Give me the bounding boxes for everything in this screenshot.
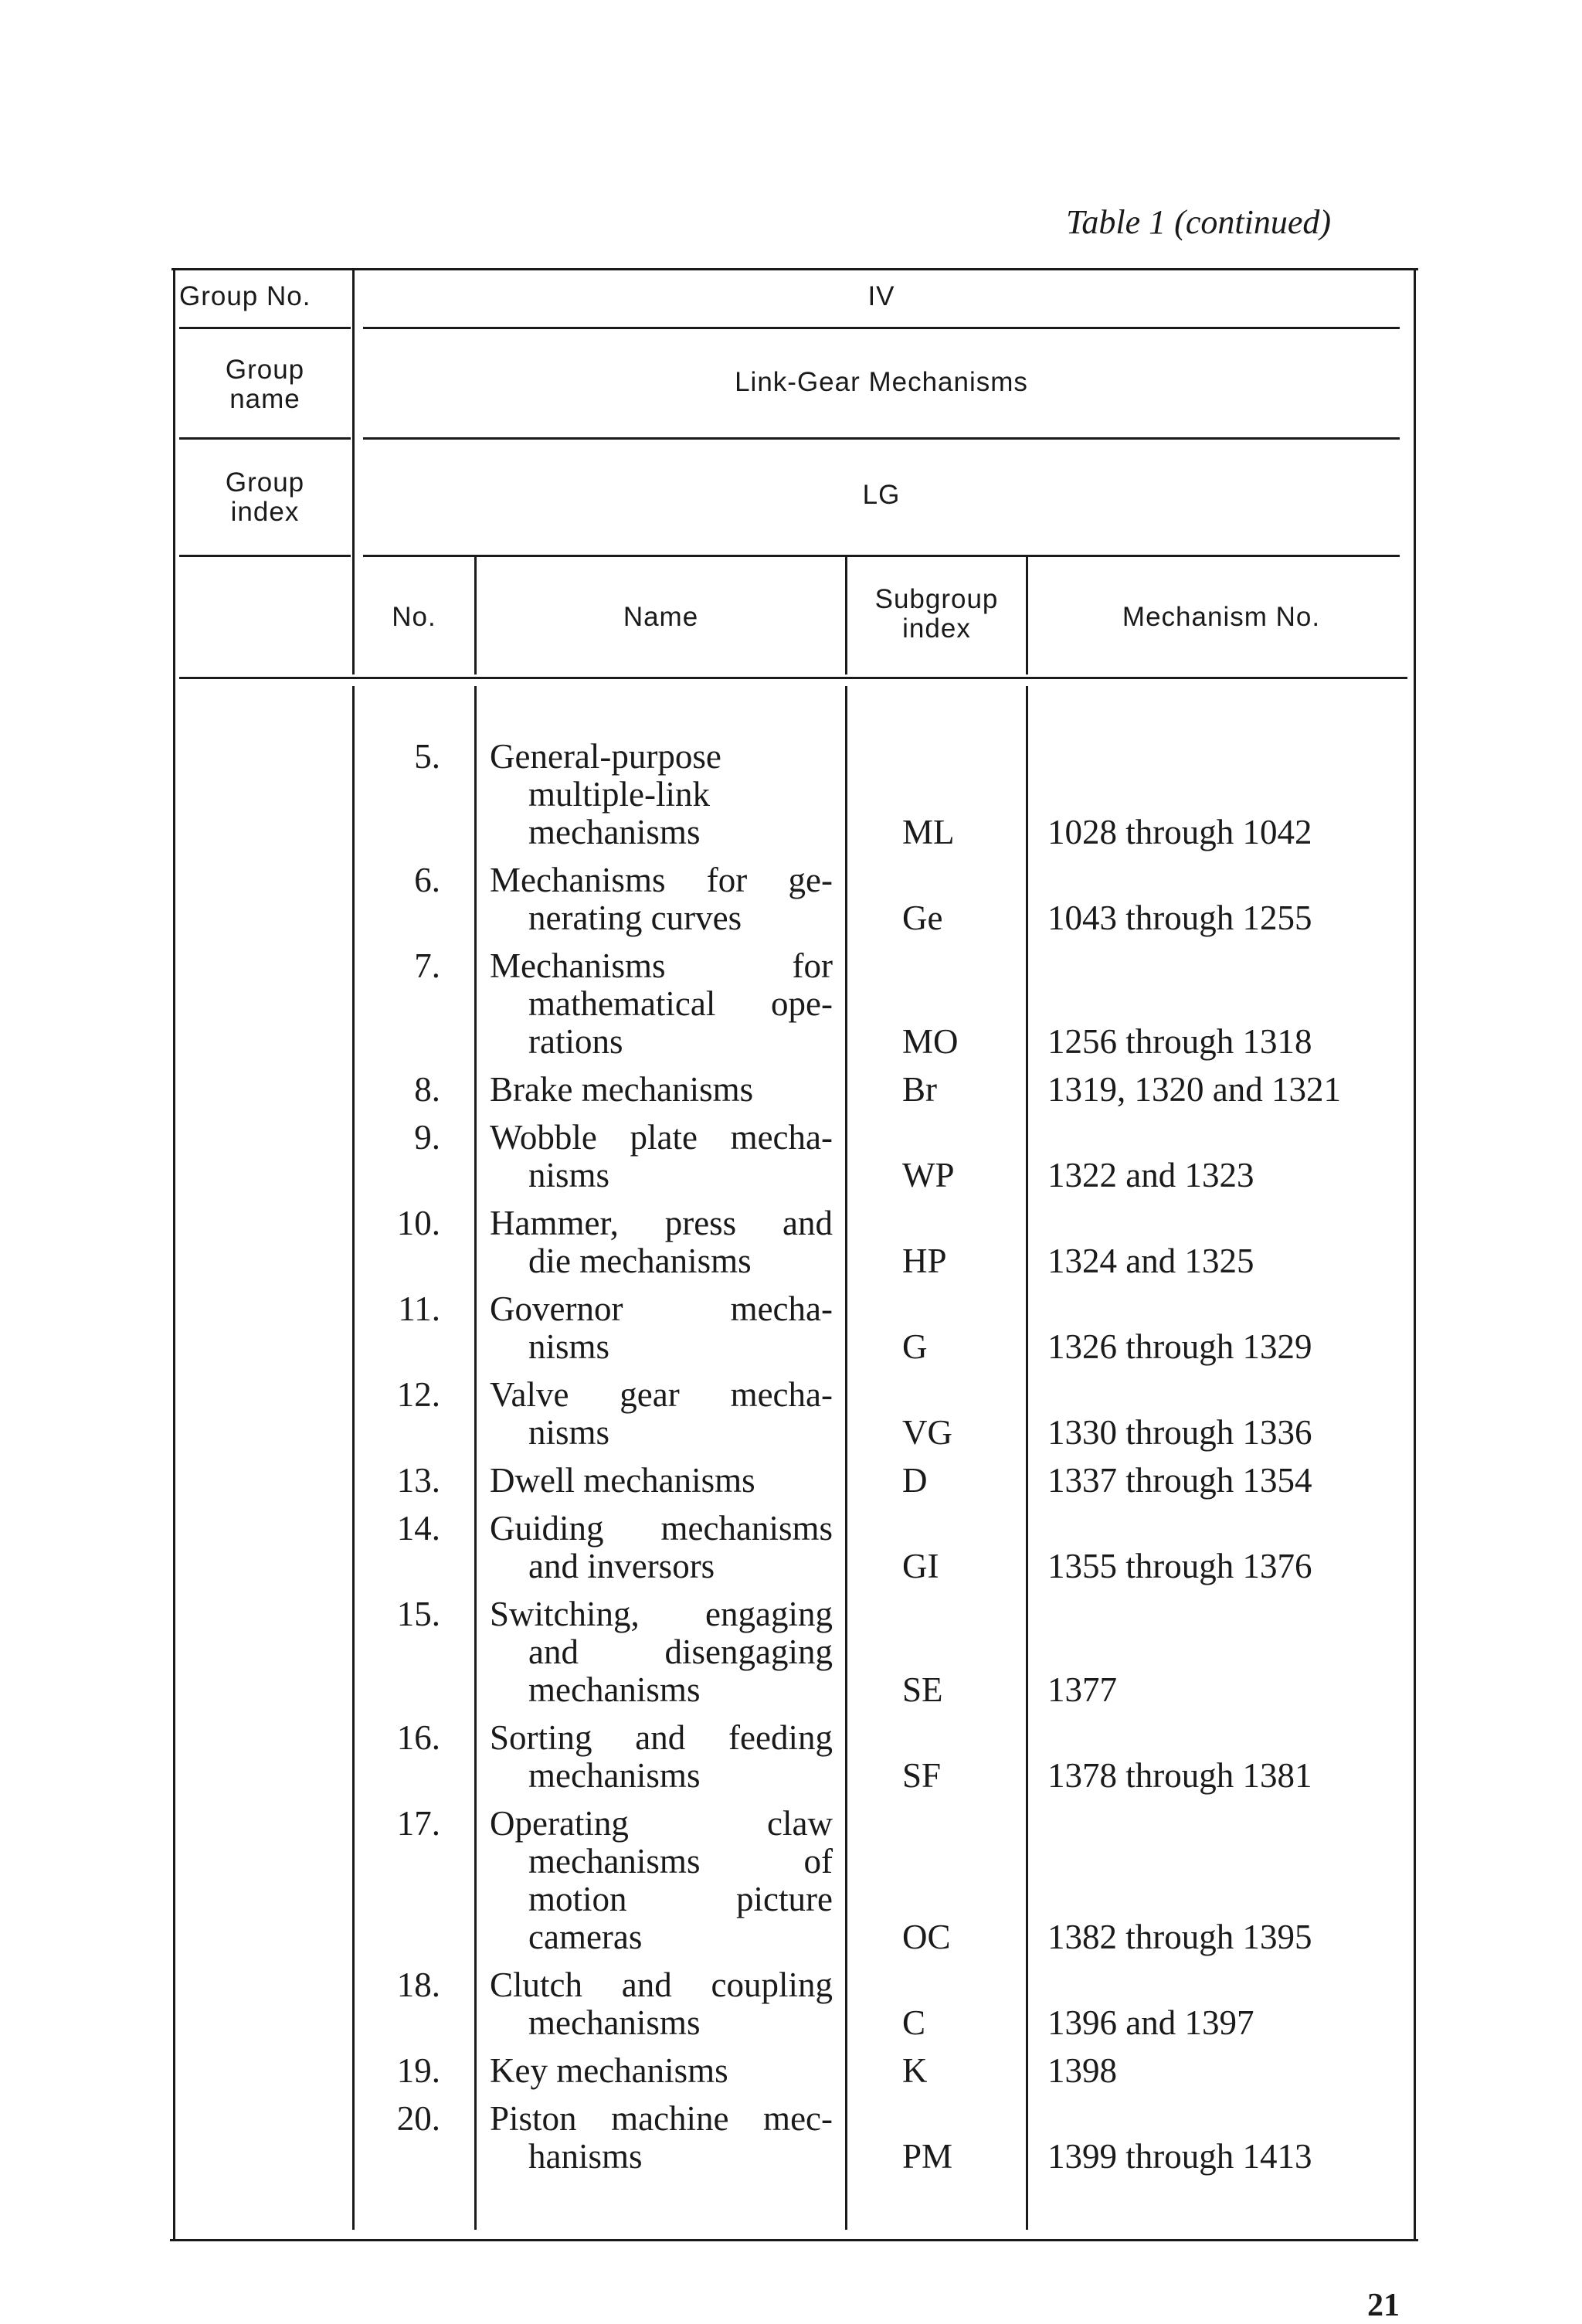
row-name-line: rations xyxy=(528,1022,623,1061)
row-name-line: Mechanisms for ge- xyxy=(490,861,833,899)
table-row xyxy=(0,2100,1582,2176)
table-row xyxy=(0,738,1582,851)
rule xyxy=(170,2239,1418,2241)
row-name-line: General-purpose xyxy=(490,737,721,776)
row-number: 17. xyxy=(396,1804,440,1843)
table-row xyxy=(0,1510,1582,1585)
rule xyxy=(179,677,1407,679)
row-name xyxy=(490,1595,833,1709)
table-row xyxy=(0,1290,1582,1366)
row-mechanism-numbers: 1378 through 1381 xyxy=(1047,1756,1312,1795)
row-subgroup-index: GI xyxy=(902,1547,939,1585)
group-name-value: Link-Gear Mechanisms xyxy=(735,367,1028,397)
row-name xyxy=(490,1119,833,1194)
row-subgroup-index: OC xyxy=(902,1918,951,1956)
column-header-mechanism: Mechanism No. xyxy=(1122,602,1321,632)
row-subgroup-index: G xyxy=(902,1327,928,1366)
row-name xyxy=(490,1204,833,1280)
row-mechanism-numbers: 1330 through 1336 xyxy=(1047,1413,1312,1452)
row-name-line: mathematical ope- xyxy=(528,984,833,1023)
group-index-label: Group index xyxy=(225,467,305,527)
row-name-line: Hammer, press and xyxy=(490,1204,833,1242)
row-number: 7. xyxy=(414,946,440,985)
table-row xyxy=(0,1966,1582,2042)
table-row xyxy=(0,1204,1582,1280)
rule xyxy=(179,437,351,440)
table-row xyxy=(0,1376,1582,1452)
table-row xyxy=(0,1595,1582,1709)
row-name-line: mechanisms xyxy=(528,813,701,851)
row-name-line: Governor mecha- xyxy=(490,1289,833,1328)
row-name-line: nisms xyxy=(528,1327,610,1366)
row-name xyxy=(490,738,833,851)
row-name xyxy=(490,861,833,937)
row-mechanism-numbers: 1396 and 1397 xyxy=(1047,2003,1254,2042)
row-mechanism-numbers: 1326 through 1329 xyxy=(1047,1327,1312,1366)
row-name xyxy=(490,1805,833,1956)
row-number: 15. xyxy=(396,1595,440,1633)
row-name xyxy=(490,1462,833,1500)
row-name-line: mechanisms of xyxy=(528,1842,833,1881)
row-mechanism-numbers: 1324 and 1325 xyxy=(1047,1242,1254,1280)
row-name-line: Switching, engaging xyxy=(490,1595,833,1633)
row-number: 9. xyxy=(414,1118,440,1157)
row-subgroup-index: ML xyxy=(902,813,955,851)
row-number: 8. xyxy=(414,1070,440,1109)
group-no-value: IV xyxy=(867,281,895,311)
table-row xyxy=(0,1071,1582,1109)
rule xyxy=(171,268,1418,270)
column-header-subgroup: Subgroup index xyxy=(874,584,999,644)
row-subgroup-index: PM xyxy=(902,2137,953,2176)
row-subgroup-index: VG xyxy=(902,1413,952,1452)
row-name-line: nisms xyxy=(528,1413,610,1452)
rule xyxy=(179,327,351,329)
row-name-line: nerating curves xyxy=(528,899,742,937)
row-name-line: motion picture xyxy=(528,1880,833,1918)
rule xyxy=(363,555,1400,557)
group-index-value: LG xyxy=(862,480,901,510)
row-subgroup-index: C xyxy=(902,2003,926,2042)
row-number: 19. xyxy=(396,2051,440,2090)
row-name-line: Operating claw xyxy=(490,1804,833,1843)
row-number: 16. xyxy=(396,1718,440,1757)
row-mechanism-numbers: 1322 and 1323 xyxy=(1047,1156,1254,1194)
row-name-line: die mechanisms xyxy=(528,1242,752,1280)
table-caption: Table 1 (continued) xyxy=(1066,203,1331,241)
row-subgroup-index: Ge xyxy=(902,899,943,937)
row-name xyxy=(490,2100,833,2176)
row-number: 5. xyxy=(414,737,440,776)
row-name-line: Mechanisms for xyxy=(490,946,833,985)
row-name xyxy=(490,1071,833,1109)
row-subgroup-index: Br xyxy=(902,1070,937,1109)
row-subgroup-index: SE xyxy=(902,1670,943,1709)
table-row xyxy=(0,1462,1582,1500)
row-name-line: cameras xyxy=(528,1918,643,1956)
row-subgroup-index: MO xyxy=(902,1022,959,1061)
row-mechanism-numbers: 1398 xyxy=(1047,2051,1117,2090)
row-name xyxy=(490,2052,833,2090)
row-name-line: and inversors xyxy=(528,1547,715,1585)
page-number: 21 xyxy=(1367,2288,1400,2323)
row-mechanism-numbers: 1043 through 1255 xyxy=(1047,899,1312,937)
row-number: 18. xyxy=(396,1966,440,2004)
rule xyxy=(363,327,1400,329)
row-subgroup-index: HP xyxy=(902,1242,947,1280)
rule xyxy=(179,555,351,557)
row-name xyxy=(490,1510,833,1585)
group-no-label: Group No. xyxy=(179,281,311,311)
row-name-line: nisms xyxy=(528,1156,610,1194)
row-number: 6. xyxy=(414,861,440,899)
row-name-line: Wobble plate mecha- xyxy=(490,1118,833,1157)
row-subgroup-index: SF xyxy=(902,1756,942,1795)
table-row xyxy=(0,861,1582,937)
row-mechanism-numbers: 1256 through 1318 xyxy=(1047,1022,1312,1061)
row-name-line: Dwell mechanisms xyxy=(490,1461,755,1500)
row-name-line: Sorting and feeding xyxy=(490,1718,833,1757)
row-name-line: and disengaging xyxy=(528,1633,833,1671)
row-name xyxy=(490,1376,833,1452)
table-row xyxy=(0,1805,1582,1956)
row-name xyxy=(490,1719,833,1795)
row-mechanism-numbers: 1337 through 1354 xyxy=(1047,1461,1312,1500)
row-name xyxy=(490,1966,833,2042)
row-name xyxy=(490,947,833,1061)
row-name-line: Brake mechanisms xyxy=(490,1070,754,1109)
row-name-line: Piston machine mec- xyxy=(490,2099,833,2138)
column-header-no: No. xyxy=(392,602,436,632)
row-mechanism-numbers: 1399 through 1413 xyxy=(1047,2137,1312,2176)
table-row xyxy=(0,2052,1582,2090)
row-number: 11. xyxy=(398,1289,440,1328)
row-number: 13. xyxy=(396,1461,440,1500)
row-name-line: mechanisms xyxy=(528,2003,701,2042)
row-name-line: Key mechanisms xyxy=(490,2051,728,2090)
row-subgroup-index: K xyxy=(902,2051,928,2090)
row-name-line: hanisms xyxy=(528,2137,643,2176)
row-name xyxy=(490,1290,833,1366)
column-header-name: Name xyxy=(623,602,699,632)
row-name-line: Clutch and coupling xyxy=(490,1966,833,2004)
row-number: 14. xyxy=(396,1509,440,1548)
row-number: 20. xyxy=(396,2099,440,2138)
row-number: 12. xyxy=(396,1375,440,1414)
row-name-line: mechanisms xyxy=(528,1756,701,1795)
row-mechanism-numbers: 1319, 1320 and 1321 xyxy=(1047,1070,1341,1109)
row-mechanism-numbers: 1355 through 1376 xyxy=(1047,1547,1312,1585)
row-name-line: multiple-link xyxy=(528,775,710,814)
rule xyxy=(363,437,1400,440)
row-number: 10. xyxy=(396,1204,440,1242)
row-mechanism-numbers: 1028 through 1042 xyxy=(1047,813,1312,851)
row-name-line: Valve gear mecha- xyxy=(490,1375,833,1414)
row-mechanism-numbers: 1382 through 1395 xyxy=(1047,1918,1312,1956)
row-subgroup-index: WP xyxy=(902,1156,955,1194)
group-name-label: Group name xyxy=(225,355,305,414)
row-subgroup-index: D xyxy=(902,1461,928,1500)
table-row xyxy=(0,1119,1582,1194)
row-mechanism-numbers: 1377 xyxy=(1047,1670,1117,1709)
table-row xyxy=(0,1719,1582,1795)
table-row xyxy=(0,947,1582,1061)
row-name-line: mechanisms xyxy=(528,1670,701,1709)
row-name-line: Guiding mechanisms xyxy=(490,1509,833,1548)
